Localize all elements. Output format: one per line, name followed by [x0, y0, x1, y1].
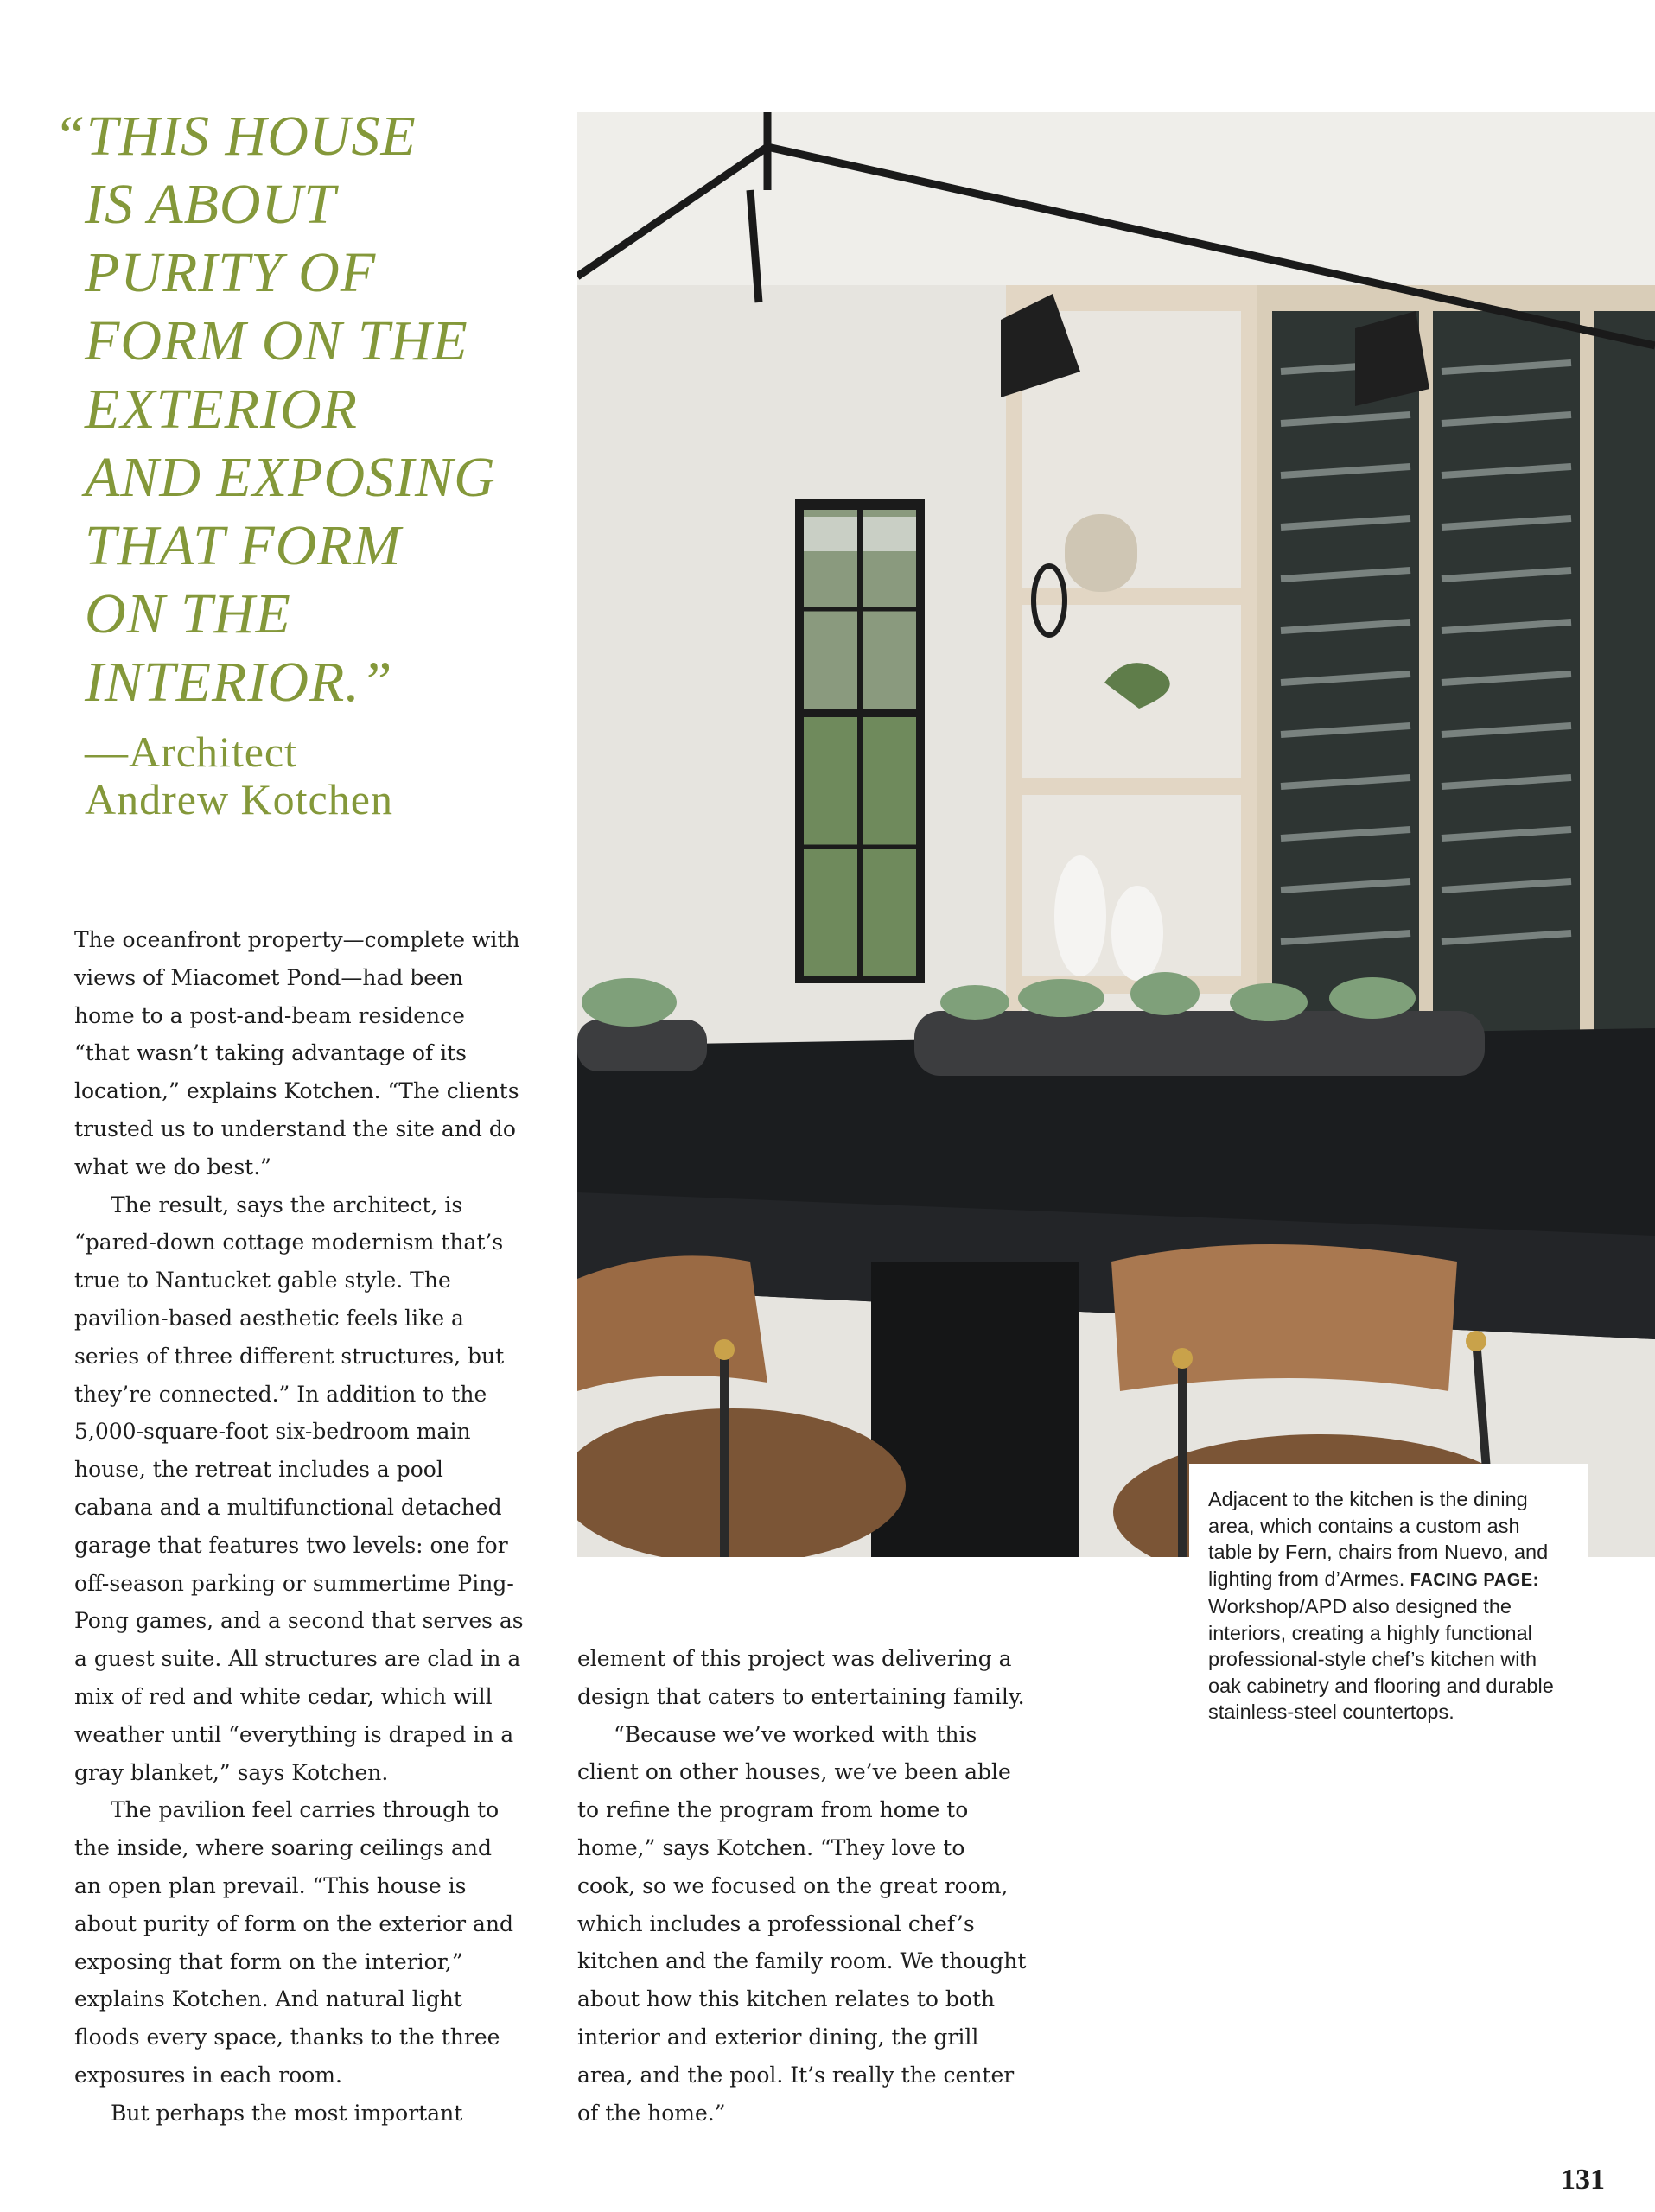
- pull-quote-line: PURITY OF: [85, 241, 377, 304]
- body-paragraph: The result, says the architect, is “pared-down cottage modernism that’s true to Nantucket gable style. The pavilion-based aesthetic feels like a series of three different structures, but they’re connected.” In addition to the 5,000-square-foot six-bedroom main house, the retreat includes a pool cabana and a multifunctional detached garage that features two levels: one for off-season parking or summertime Ping-Pong games, and a second that serves as a guest suite. All structures are clad in a mix of red and white cedar, which will weather until “everything is draped in a gray blanket,” says Kotchen.: [74, 1192, 524, 1785]
- body-paragraph: The pavilion feel carries through to the inside, where soaring ceilings and an open plan prevail. “This house is about purity of form on the exterior and exposing that form on the interior,” explains Kotchen. And natural light floods every space, thanks to the three exposures in each room.: [74, 1797, 514, 2088]
- dining-room-illustration: [577, 112, 1655, 1557]
- pull-quote-line: IS ABOUT: [85, 173, 336, 236]
- page-number: 131: [1561, 2164, 1605, 2196]
- pull-quote-line: INTERIOR.”: [85, 651, 393, 714]
- attribution-line: Andrew Kotchen: [85, 775, 393, 823]
- pull-quote-line: “THIS HOUSE: [54, 105, 417, 168]
- body-column-1: [74, 921, 524, 2133]
- caption-text: Adjacent to the kitchen is the dining area, which contains a custom ash table by Fern, chairs from Nuevo, and lighting from d’Armes.: [1208, 1488, 1549, 1590]
- pull-quote-line: FORM ON THE: [85, 309, 468, 372]
- pull-quote-line: AND EXPOSING: [85, 446, 496, 509]
- body-paragraph: The oceanfront property—complete with views of Miacomet Pond—had been home to a post-and-beam residence “that wasn’t taking advantage of its location,” explains Kotchen. “The clients trusted us to understand the site and do what we do best.”: [74, 927, 520, 1179]
- body-paragraph: element of this project was delivering a design that caters to entertaining family.: [577, 1646, 1025, 1709]
- pull-quote-line: ON THE: [85, 582, 291, 645]
- caption-text: Workshop/APD also designed the interiors, creating a highly functional professional-style chef’s kitchen with oak cabinetry and flooring and durable stainless-steel countertops.: [1208, 1595, 1554, 1723]
- body-paragraph: But perhaps the most important: [111, 2100, 463, 2126]
- pull-quote: [54, 102, 538, 716]
- body-paragraph: “Because we’ve worked with this client on other houses, we’ve been able to refine the program from home to home,” says Kotchen. “They love to cook, so we focused on the great room, which includes a professional chef’s kitchen and the family room. We thought about how this kitchen relates to both interior and exterior dining, the grill area, and the pool. It’s really the center of the home.”: [577, 1721, 1027, 2126]
- pull-quote-line: THAT FORM: [85, 514, 402, 577]
- pull-quote-line: EXTERIOR: [85, 378, 358, 441]
- facing-page-label: FACING PAGE:: [1410, 1570, 1539, 1590]
- attribution-line: —Architect: [85, 728, 298, 776]
- dining-room-photo: [577, 112, 1655, 1557]
- body-column-2: [577, 1640, 1027, 2132]
- photo-caption: [1189, 1464, 1588, 1746]
- quote-attribution: [85, 728, 534, 823]
